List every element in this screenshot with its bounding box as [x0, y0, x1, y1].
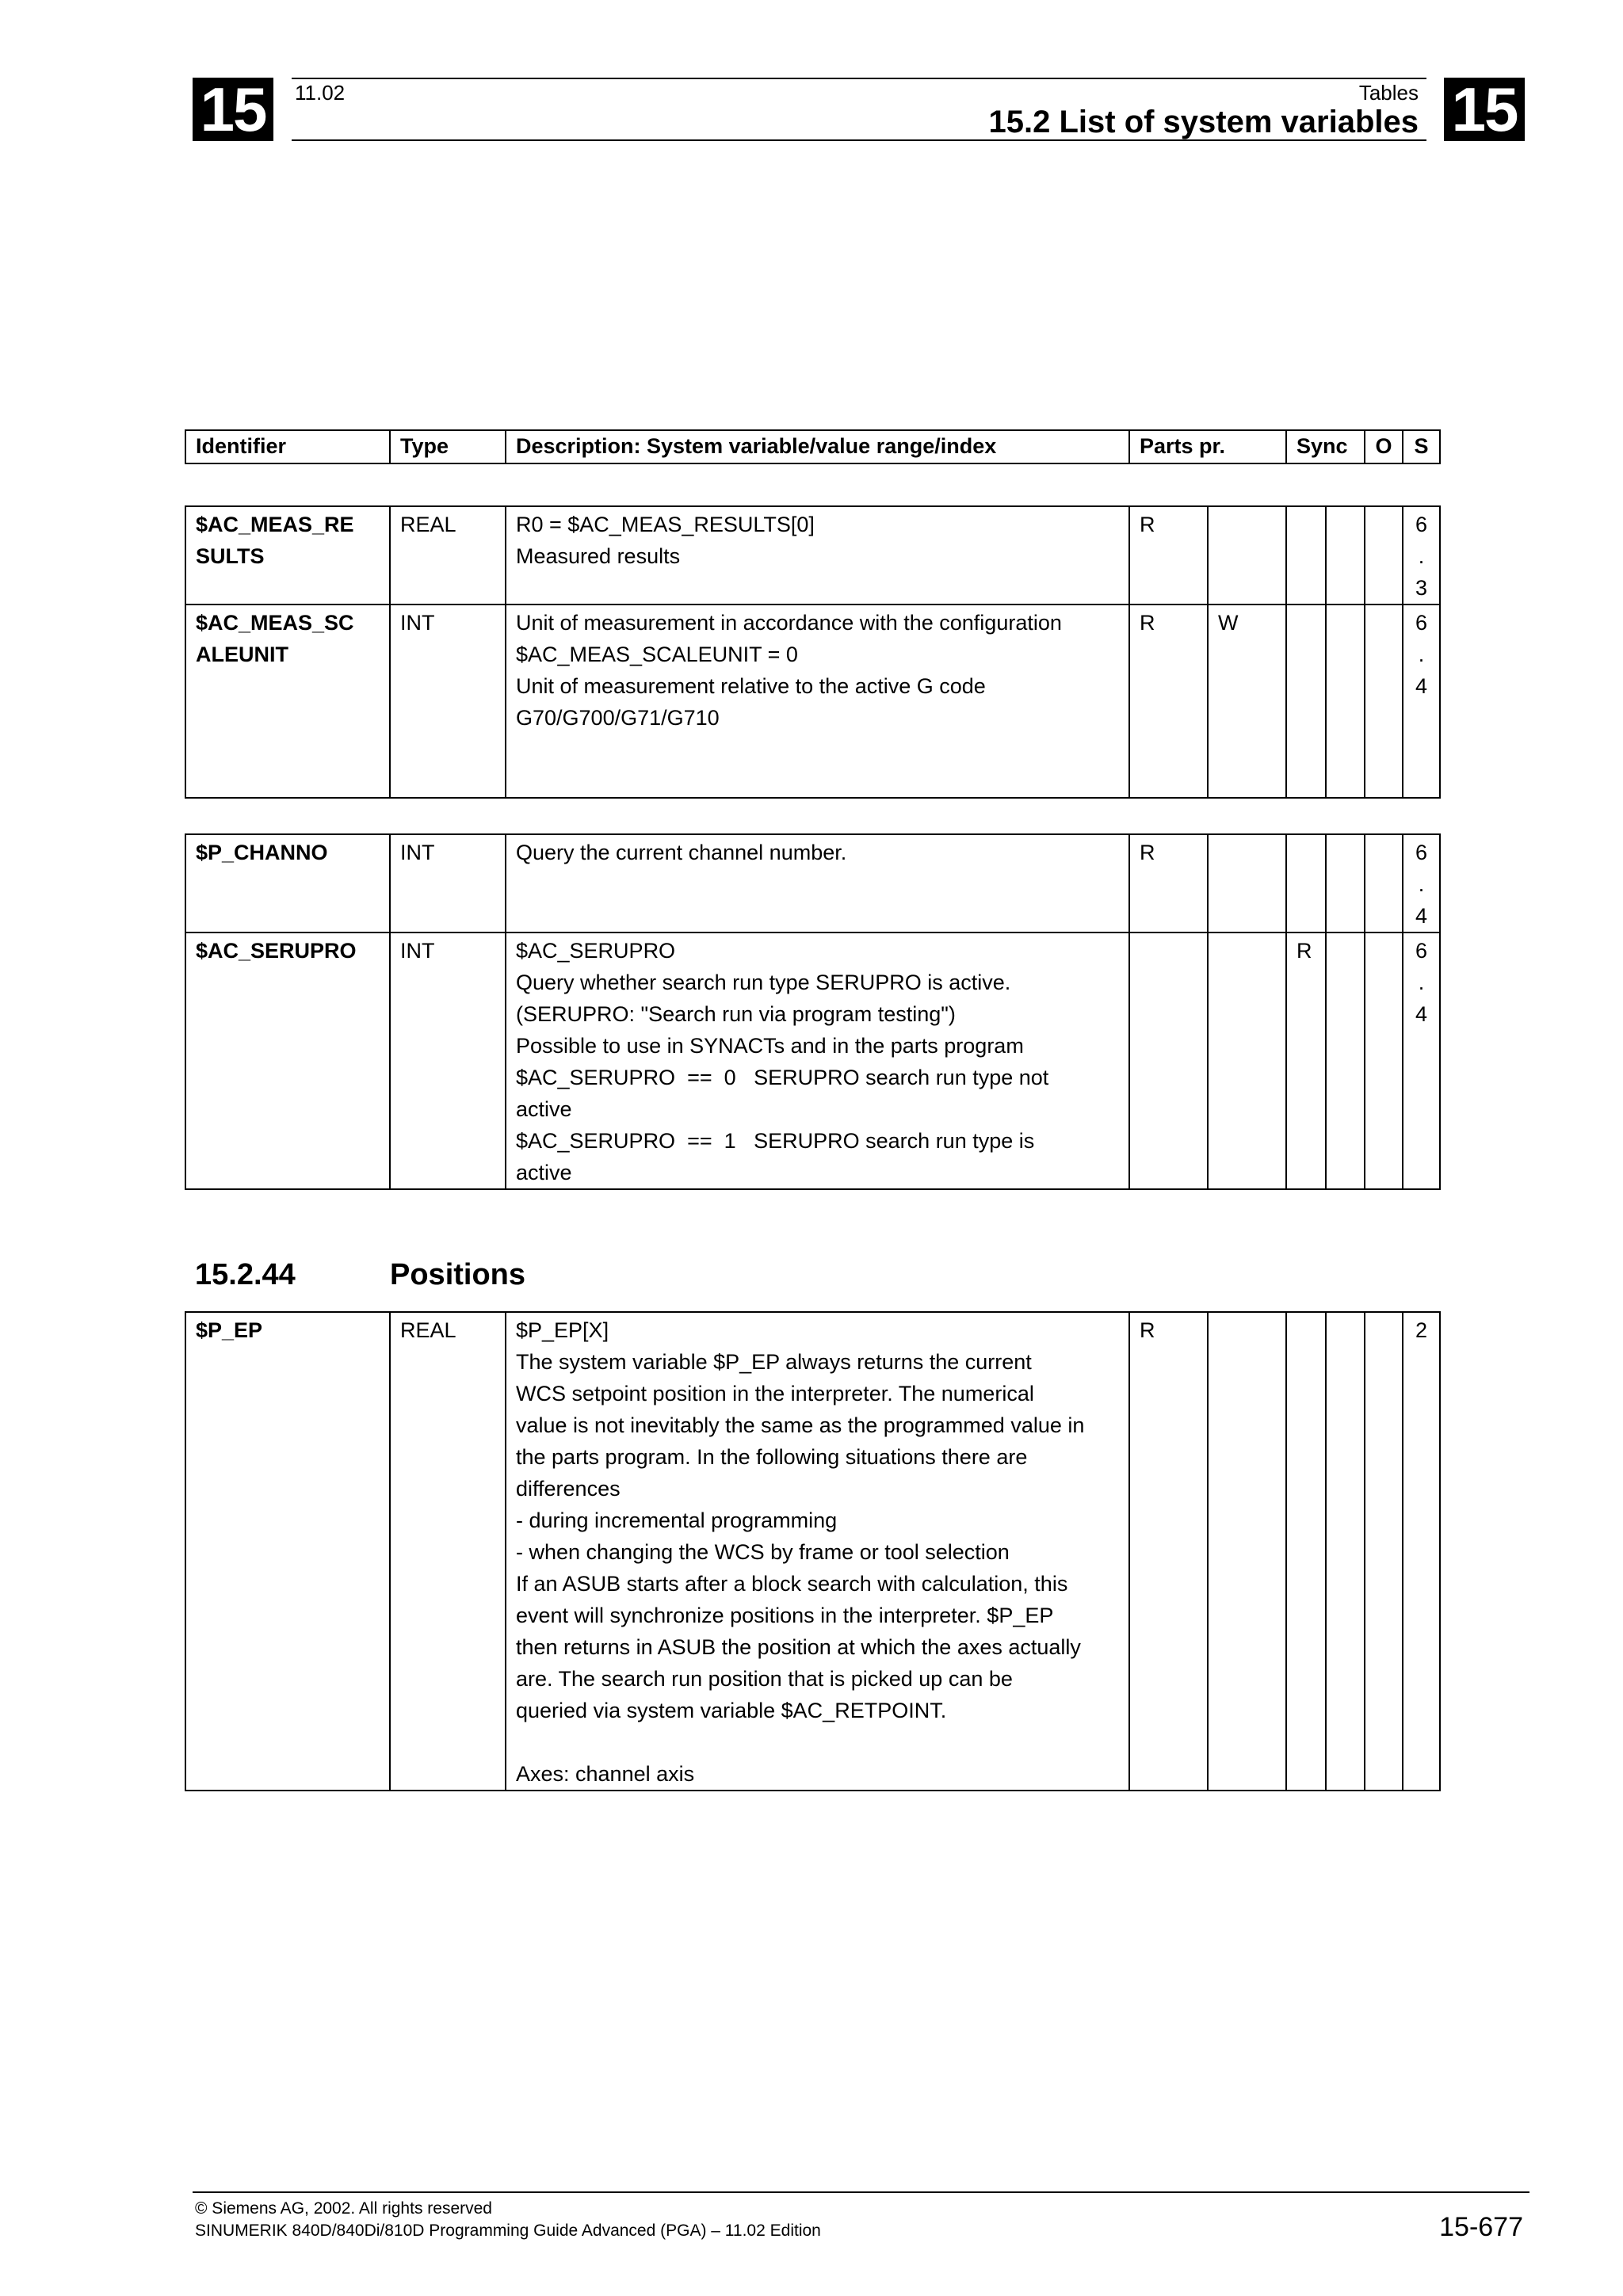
s-char: 4 [1415, 904, 1428, 928]
s-char: 6 [1415, 939, 1428, 963]
row-parts-write [1208, 834, 1286, 933]
variables-table-meas [185, 505, 1441, 799]
row-o [1365, 933, 1403, 1189]
row-s [1403, 834, 1440, 933]
description-line: - when changing the WCS by frame or tool selection [516, 1540, 1010, 1564]
col-type: Type [390, 430, 506, 463]
chapter-number-left: 15 [193, 78, 273, 141]
row-sync-read: R [1286, 933, 1326, 1189]
row-s [1403, 605, 1440, 798]
s-char: 6 [1415, 841, 1428, 864]
col-description: Description: System variable/value range/index [506, 430, 1129, 463]
s-char: . [1418, 643, 1425, 666]
row-s [1403, 1312, 1440, 1791]
col-o: O [1365, 430, 1403, 463]
row-parts-write [1208, 506, 1286, 605]
col-s: S [1403, 430, 1440, 463]
description-line: G70/G700/G71/G710 [516, 706, 720, 730]
row-identifier: $AC_MEAS_RE SULTS [185, 506, 390, 605]
row-sync-write [1326, 1312, 1365, 1791]
s-char: 4 [1415, 1002, 1428, 1026]
description-line: differences [516, 1477, 621, 1501]
variables-table-positions [185, 1311, 1441, 1791]
description-line: active [516, 1161, 572, 1184]
footer-guide-title: SINUMERIK 840D/840Di/810D Programming Guide Advanced (PGA) – 11.02 Edition [195, 2222, 821, 2240]
row-type: INT [390, 605, 506, 798]
row-sync-read [1286, 834, 1326, 933]
row-identifier: $AC_MEAS_SC ALEUNIT [185, 605, 390, 798]
row-sync-read [1286, 605, 1326, 798]
s-char: 3 [1415, 576, 1428, 600]
col-parts-pr: Parts pr. [1129, 430, 1286, 463]
chapter-number-right: 15 [1444, 78, 1525, 141]
row-sync-write [1326, 506, 1365, 605]
description-line: - during incremental programming [516, 1508, 838, 1532]
row-sync-write [1326, 834, 1365, 933]
row-parts-read: R [1129, 1312, 1208, 1791]
row-description [506, 933, 1129, 1189]
description-line: $P_EP[X] [516, 1318, 609, 1342]
description-line: If an ASUB starts after a block search with calculation, this [516, 1572, 1068, 1596]
footer-rule [193, 2191, 1529, 2193]
footer-copyright: © Siemens AG, 2002. All rights reserved [195, 2199, 492, 2218]
row-identifier: $AC_SERUPRO [185, 933, 390, 1189]
row-description [506, 834, 1129, 933]
description-line: $AC_SERUPRO == 1 SERUPRO search run type is [516, 1129, 1035, 1153]
description-line: Unit of measurement relative to the active G code [516, 674, 986, 698]
table-row [185, 933, 1440, 1189]
row-sync-write [1326, 933, 1365, 1189]
row-o [1365, 1312, 1403, 1791]
row-o [1365, 605, 1403, 798]
row-sync-read [1286, 1312, 1326, 1791]
page-number: 15-677 [1439, 2212, 1523, 2242]
table-row [185, 834, 1440, 933]
description-line: the parts program. In the following situations there are [516, 1445, 1028, 1469]
s-char: 2 [1415, 1318, 1428, 1342]
row-parts-read: R [1129, 834, 1208, 933]
row-sync-read [1286, 506, 1326, 605]
description-line: active [516, 1097, 572, 1121]
page-title: 15.2 List of system variables [988, 105, 1419, 139]
description-line: Measured results [516, 544, 681, 568]
row-identifier: $P_CHANNO [185, 834, 390, 933]
header-section-label: Tables [1358, 81, 1419, 105]
section-title: Positions [390, 1258, 526, 1291]
description-line: The system variable $P_EP always returns the current [516, 1350, 1032, 1374]
description-line: R0 = $AC_MEAS_RESULTS[0] [516, 513, 815, 536]
table-row [185, 506, 1440, 605]
header-date: 11.02 [295, 81, 346, 105]
description-line: $AC_SERUPRO == 0 SERUPRO search run type not [516, 1066, 1049, 1089]
row-parts-write [1208, 933, 1286, 1189]
description-line: queried via system variable $AC_RETPOINT. [516, 1699, 947, 1722]
row-description [506, 506, 1129, 605]
description-line [516, 1726, 1119, 1758]
description-line: Unit of measurement in accordance with the configuration [516, 611, 1062, 635]
row-description [506, 1312, 1129, 1791]
description-line: Query the current channel number. [516, 841, 847, 864]
row-o [1365, 506, 1403, 605]
row-type: INT [390, 834, 506, 933]
row-identifier: $P_EP [185, 1312, 390, 1791]
row-s [1403, 506, 1440, 605]
row-sync-write [1326, 605, 1365, 798]
table-row [185, 1312, 1440, 1791]
description-line: WCS setpoint position in the interpreter. The numerical [516, 1382, 1034, 1405]
row-type: INT [390, 933, 506, 1189]
table-row [185, 605, 1440, 798]
description-line: (SERUPRO: "Search run via program testing") [516, 1002, 956, 1026]
section-number: 15.2.44 [195, 1258, 296, 1291]
description-line: Axes: channel axis [516, 1762, 695, 1786]
row-o [1365, 834, 1403, 933]
row-type: REAL [390, 1312, 506, 1791]
s-char: 6 [1415, 611, 1428, 635]
row-parts-read: R [1129, 605, 1208, 798]
col-sync: Sync [1286, 430, 1365, 463]
description-line: Query whether search run type SERUPRO is active. [516, 971, 1011, 994]
s-char: 4 [1415, 674, 1428, 698]
header-top-rule [292, 78, 1426, 79]
description-line: Possible to use in SYNACTs and in the parts program [516, 1034, 1024, 1058]
description-line: value is not inevitably the same as the programmed value in [516, 1413, 1085, 1437]
description-line: event will synchronize positions in the interpreter. $P_EP [516, 1604, 1054, 1627]
s-char: . [1418, 872, 1425, 896]
row-parts-read [1129, 933, 1208, 1189]
column-header-row [185, 430, 1440, 463]
row-parts-write: W [1208, 605, 1286, 798]
row-s [1403, 933, 1440, 1189]
s-char: 6 [1415, 513, 1428, 536]
s-char: . [1418, 544, 1425, 568]
col-identifier: Identifier [185, 430, 390, 463]
description-line: are. The search run position that is picked up can be [516, 1667, 1013, 1691]
row-parts-write [1208, 1312, 1286, 1791]
row-type: REAL [390, 506, 506, 605]
description-line: $AC_MEAS_SCALEUNIT = 0 [516, 643, 798, 666]
description-line: then returns in ASUB the position at which the axes actually [516, 1635, 1081, 1659]
s-char: . [1418, 971, 1425, 994]
row-parts-read: R [1129, 506, 1208, 605]
description-line: $AC_SERUPRO [516, 939, 676, 963]
column-header-table [185, 429, 1441, 464]
variables-table-channel [185, 833, 1441, 1190]
row-description [506, 605, 1129, 798]
